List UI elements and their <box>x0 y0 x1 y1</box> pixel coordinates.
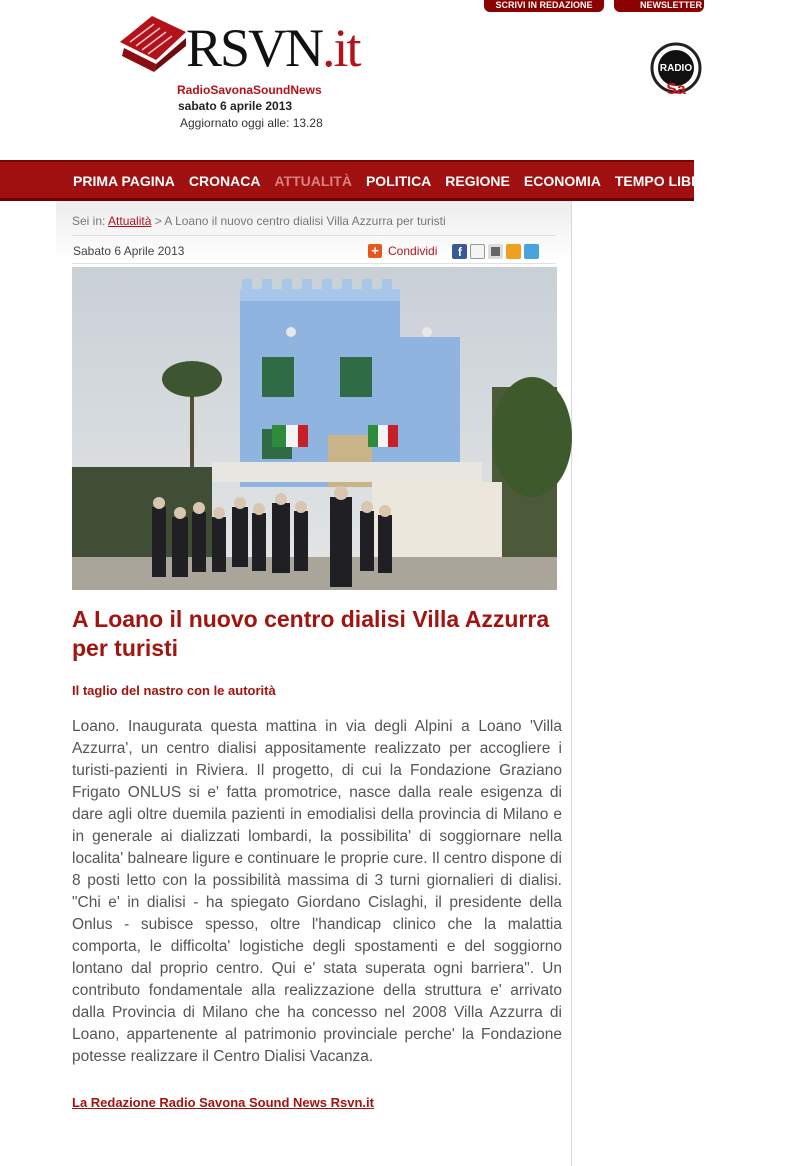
email-icon[interactable] <box>470 244 485 259</box>
article-title: A Loano il nuovo centro dialisi Villa Azzurra per turisti <box>72 606 550 661</box>
article-photo <box>72 267 557 590</box>
logo-wordmark: RSVN.it <box>186 18 360 78</box>
divider <box>72 235 556 236</box>
article-date: Sabato 6 Aprile 2013 <box>73 244 185 258</box>
nav-item-cronaca[interactable]: CRONACA <box>188 173 261 189</box>
nav-item-economia[interactable]: ECONOMIA <box>523 173 601 189</box>
nav-item-tempo-libero[interactable]: TEMPO LIBERO <box>614 173 722 189</box>
breadcrumb-section-link[interactable]: Attualità <box>108 214 152 228</box>
divider <box>72 263 556 264</box>
breadcrumb <box>72 214 446 228</box>
share-bar <box>368 242 539 260</box>
svg-text:RADIO: RADIO <box>659 63 693 74</box>
twitter-icon[interactable] <box>524 244 539 259</box>
breadcrumb-prefix: Sei in: <box>72 214 106 228</box>
facebook-icon[interactable]: f <box>452 244 467 259</box>
nav-item-prima-pagina[interactable]: PRIMA PAGINA <box>73 173 175 189</box>
share-plus-icon[interactable]: + <box>368 244 382 258</box>
column-divider <box>571 201 572 1166</box>
scrivi-in-redazione-button[interactable]: SCRIVI IN REDAZIONE <box>484 0 604 12</box>
article-signature-link[interactable]: La Redazione Radio Savona Sound News Rsvn.it <box>72 1095 374 1110</box>
newsletter-button[interactable]: NEWSLETTER <box>614 0 704 12</box>
article-body: Loano. Inaugurata questa mattina in via degli Alpini a Loano 'Villa Azzurra', un centro dialisi appositamente realizzato per accogliere i turisti-pazienti in Riviera. Il progetto, di cui la Fondazione Graziano Frigato ONLUS si e' fatta promotrice, nasce dalla reale esigenza di dare agli oltre duemila pazienti in emodialisi della provincia di Milano e in generale ai dializzati lombardi, la possibilita' di soggiornare nella localita' balneare ligure e continuare le proprie cure. Il centro dispone di 8 posti letto con la possibilità massima di 3 turni giornalieri di dialisi. "Chi e' in dialisi - ha spiegato Giordano Cislaghi, il presidente della Onlus - subisce spesso, oltre l'handicap clinico che la malattia comporta, le difficolta' logistiche degli spostamenti e del soggiorno lontano dal proprio centro. Qui e' stata superata ogni barriera". Un contributo fondamentale alla realizzazione della struttura e' arrivato dalla Provincia di Milano che ha concesso nel 2008 Villa Azzurra di Loano, appartenente al patrimonio provinciale perche' la Fondazione potesse realizzare il Centro Dialisi Vacanza. <box>72 718 562 1065</box>
nav-item-attualita[interactable]: ATTUALITÀ <box>274 173 352 189</box>
nav-item-regione[interactable]: REGIONE <box>445 173 510 189</box>
radio-savona-logo[interactable] <box>646 40 706 98</box>
main-nav <box>0 160 784 201</box>
site-logo[interactable] <box>116 8 386 128</box>
logo-subtitle: RadioSavonaSoundNews <box>177 83 322 97</box>
logo-book-icon <box>116 12 188 82</box>
svg-text:Sa: Sa <box>666 81 686 98</box>
nav-item-politica[interactable]: POLITICA <box>365 173 432 189</box>
print-icon[interactable] <box>488 244 503 259</box>
oknotizie-icon[interactable] <box>506 244 521 259</box>
nav-item-sport[interactable]: SPORT <box>735 173 784 189</box>
article-subtitle: Il taglio del nastro con le autorità <box>72 683 276 698</box>
header-updated: Aggiornato oggi alle: 13.28 <box>180 116 323 130</box>
share-button[interactable]: Condividi <box>388 244 438 258</box>
breadcrumb-current: > A Loano il nuovo centro dialisi Villa Azzurra per turisti <box>151 214 446 228</box>
header-date: sabato 6 aprile 2013 <box>178 99 293 113</box>
